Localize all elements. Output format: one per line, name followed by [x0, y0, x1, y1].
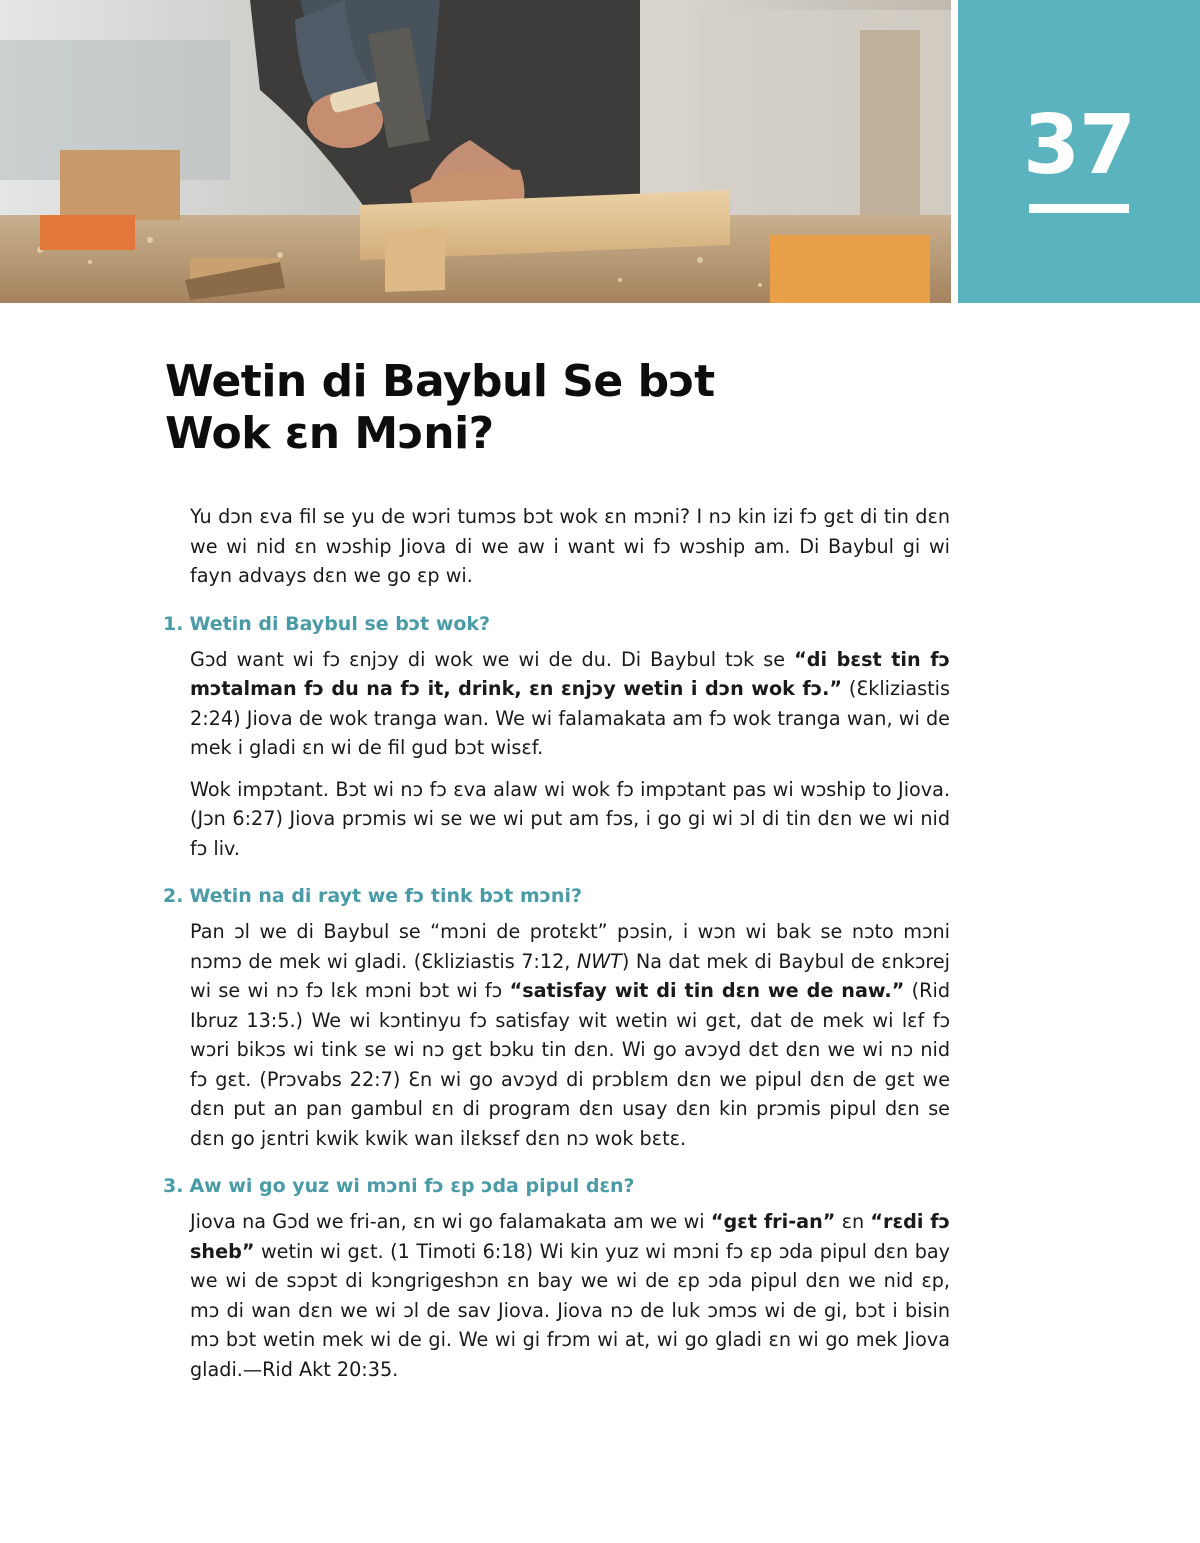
section-2-title: Wetin na di rayt we fɔ tink bɔt mɔni?: [189, 885, 582, 907]
lesson-content: [163, 502, 951, 1384]
text-run: Pan ɔl we di Baybul se “mɔni de protɛkt” pɔsin, i wɔn wi bak se nɔto mɔni nɔmɔ de mek wi gladi. (Ɛkliziastis 7:12,: [190, 920, 950, 973]
text-run: Gɔd want wi fɔ ɛnjɔy di wok we wi de du. Di Baybul tɔk se: [190, 647, 795, 671]
lesson-number-box: [958, 0, 1200, 303]
text-run: ɛn: [835, 1210, 871, 1233]
section-2-number: 2.: [163, 885, 184, 907]
bold-quote: “gɛt fri-an”: [710, 1210, 836, 1233]
section-3-paragraph-1: [190, 1207, 950, 1384]
section-2-heading: [163, 883, 950, 909]
section-1-number: 1.: [163, 612, 184, 635]
section-1-heading: [163, 611, 950, 637]
lesson-number: 37: [1022, 98, 1136, 193]
section-1-title: Wetin di Baybul se bɔt wok?: [189, 612, 491, 635]
text-run: ) Na dat mek di Baybul de ɛnkɔrej wi se wi nɔ fɔ lɛk mɔni bɔt wi fɔ: [190, 949, 950, 1002]
lesson-underline: [1029, 204, 1129, 213]
bold-quote: “satisfay wit di tin dɛn we de naw.”: [509, 979, 905, 1002]
text-run: Jiova na Gɔd we fri-an, ɛn wi go falamakata am we wi: [190, 1210, 711, 1233]
section-1-paragraph-1: [190, 645, 950, 763]
section-2-paragraph-1: [190, 917, 950, 1153]
page-title: [165, 356, 965, 460]
section-1-paragraph-2: Wok impɔtant. Bɔt wi nɔ fɔ ɛva alaw wi wok fɔ impɔtant pas wi wɔship to Jiova. (Jɔn 6:27) Jiova prɔmis wi se we wi put am fɔs, i go gi wi ɔl di tin dɛn we wi nid fɔ liv.: [190, 777, 950, 860]
bold-quote: “di bɛst tin fɔ mɔtalman fɔ du na fɔ it, drink, ɛn ɛnjɔy wetin i dɔn wok fɔ.”: [190, 647, 950, 700]
bold-quote: “rɛdi fɔ sheb”: [190, 1210, 951, 1263]
text-run: (Ɛkliziastis 2:24) Jiova de wok tranga wan. We wi falamakata am fɔ wok tranga wan, wi de mek i gladi ɛn wi de fil gud bɔt wisɛf.: [190, 677, 950, 759]
italic-abbrev: NWT: [576, 949, 622, 973]
intro-paragraph: Yu dɔn ɛva fil se yu de wɔri tumɔs bɔt wok ɛn mɔni? I nɔ kin izi fɔ gɛt di tin dɛn we wi nid ɛn wɔship Jiova di we aw i want wi fɔ wɔship am. Di Baybul gi wi fayn advays dɛn we go ɛp wi.: [190, 505, 950, 587]
section-3-number: 3.: [163, 1175, 184, 1197]
carpenter-illustration: [0, 0, 951, 303]
text-run: wetin wi gɛt. (1 Timoti 6:18) Wi kin yuz wi mɔni fɔ ɛp ɔda pipul dɛn bay we wi de sɔpɔt di kɔngrigeshɔn ɛn bay we wi de ɛp ɔda pipul dɛn we nid ɛp, mɔ di wan dɛn we wi ɔl de sav Jiova. Jiova nɔ de luk ɔmɔs wi de gi, bɔt i bisin mɔ bɔt wetin mek wi de gi. We wi gi frɔm wi at, wi go gladi ɛn wi go mek Jiova gladi.—Rid Akt 20:35.: [190, 1239, 950, 1381]
page-title-line-1: Wetin di Baybul Se bɔt: [165, 356, 715, 407]
page-title-line-2: Wok ɛn Mɔni?: [165, 408, 494, 459]
text-run: (Rid Ibruz 13:5.) We wi kɔntinyu fɔ satisfay wit wetin wi gɛt, dat de mek wi lɛf fɔ wɔri bikɔs wi tink se wi nɔ gɛt bɔku tin dɛn. Wi go avɔyd dɛt dɛn we wi nɔ nid fɔ gɛt. (Prɔvabs 22:7) Ɛn wi go avɔyd di prɔblɛm dɛn we pipul dɛn de gɛt we dɛn put an pan gambul ɛn di program dɛn usay dɛn kin prɔmis pipul dɛn se dɛn go jɛntri kwik kwik wan ilɛksɛf dɛn nɔ wok bɛtɛ.: [190, 979, 951, 1150]
hero-photo: [0, 0, 951, 303]
section-3-heading: [163, 1173, 950, 1199]
section-3-title: Aw wi go yuz wi mɔni fɔ ɛp ɔda pipul dɛn?: [189, 1175, 635, 1197]
